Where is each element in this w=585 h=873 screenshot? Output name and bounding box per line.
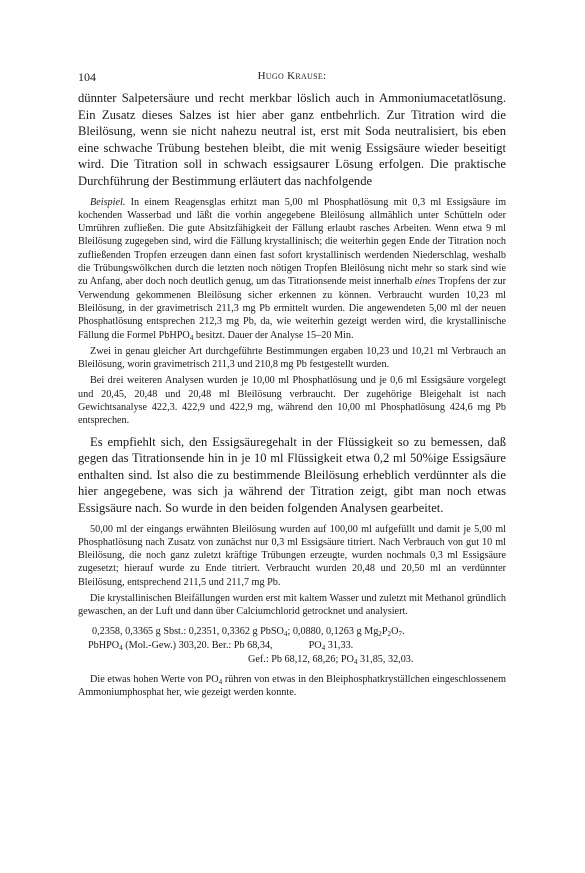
paragraph-beispiel	[78, 196, 506, 342]
analysis-line-substance: 0,2358, 0,3365 g Sbst.: 0,2351, 0,3362 g PbSO$_4$; 0,0880, 0,1263 g $Mg_2P_2O_7$.	[92, 625, 405, 638]
beispiel-label: Beispiel.	[90, 196, 126, 208]
analysis-line-found: Gef.: Pb 68,12, 68,26; $PO_4$ 31,85, 32,03.	[248, 653, 414, 666]
analysis-results	[78, 625, 506, 667]
running-head: Hugo Krause:	[257, 70, 327, 82]
paragraph-zwei-bestimmungen: Zwei in genau gleicher Art durchgeführte Bestimmungen ergaben 10,23 und 10,21 ml Verbrauch an Bleilösung, worin gravimetrisch 211,3 und 210,8 mg Pb festgestellt wurden.	[78, 345, 506, 371]
paragraph-intro: dünnter Salpetersäure und recht merkbar löslich auch in Ammoniumacetatlösung. Ein Zusatz dieses Salzes ist hier aber ganz entbehrlich. Zur Titration wird die Bleilösung, wenn sie nicht nahezu neutral ist, erst mit Soda neutralisiert, bis eben eine schwache Trübung bestehen bleibt, die mit wenig Essigsäure wieder beseitigt wird. Die Titration soll in schwach essigsaurer Lösung erfolgen. Die praktische Durchführung der Bestimmung erläutert das nachfolgende	[78, 91, 506, 188]
page	[78, 70, 506, 699]
paragraph-verduennte-bleiloesung: 50,00 ml der eingangs erwähnten Bleilösung wurden auf 100,00 ml aufgefüllt und damit je 5,00 ml Phosphatlösung nach Zusatz von zunächst nur 0,3 ml Essigsäure titriert. Nach Verbrauch von gut 10 ml Bleilösung, die noch ganz zuletzt kräftige Trübungen erzeugte, wurden nochmals 0,3 ml Essigsäure zugesetzt; hierauf wurde zu Ende titriert. Verbraucht wurden 20,48 und 20,50 ml an verdünnter Bleilösung, entsprechend 211,5 und 211,7 mg Pb.	[78, 523, 506, 588]
beispiel-text-c: besitzt. Dauer der Analyse 15–20 Min.	[193, 329, 354, 341]
beispiel-text-b: Tropfens der zur Verwendung gekommenen Bleilösung sicher erkennen zu können. Verbraucht wurden 10,23 ml Bleilösung, in der gravimetrisch 211,3 mg Pb ermittelt wurden. Die angewendeten 5,00 ml der neuen Phosphatlösung entsprechen 212,3 mg Pb, da, wie weiterhin gezeigt werden wird, die krystallinische Fällung die Formel PbHPO	[78, 276, 506, 341]
beispiel-text-a: In einem Reagensglas erhitzt man 5,00 ml Phosphatlösung mit 0,3 ml Essigsäure im kochenden Wasserbad und läßt die vorhin angegebene Bleilösung allmählich unter Schütteln oder Umrühren zufließen. Die gute Absitzfähigkeit der Fällung erlaubt rasches Arbeiten. Wenn etwa 9 ml Bleilösung zugegeben sind, wird die Fällung krystallinisch; die weiterhin gegen Ende der Titration noch zufließenden Tropfen erzeugen dann einen fast sofort krystallinisch werdenden Niederschlag, weshalb die Trübungswölkchen durch die letzten noch nötigen Tropfen Bleilösung nicht mehr so stark sind wie zu Anfang, aber doch noch deutlich genug, um das Titrationsende meist innerhalb	[78, 196, 506, 288]
beispiel-eines: eines	[414, 276, 436, 288]
beispiel-sub: 4	[189, 333, 194, 342]
analysis-line-calculated: PbHPO$_4$ (Mol.-Gew.) 303,20. Ber.: Pb 68,34, $PO_4$ 31,33.	[88, 639, 354, 652]
paragraph-drei-analysen: Bei drei weiteren Analysen wurden je 10,00 ml Phosphatlösung und je 0,6 ml Essigsäure vorgelegt und 20,45, 20,48 und 20,48 ml Bleilösung verbraucht. Der zugehörige Bleigehalt ist nach Gewichtsanalyse 422,3. 422,9 und 422,9 mg, während den 10,00 ml Phosphatlösung 424,6 mg Pb entsprechen.	[78, 375, 506, 427]
paragraph-krystallinische-faellungen: Die krystallinischen Bleifällungen wurden erst mit kaltem Wasser und zuletzt mit Methanol gründlich gewaschen, an der Luft und dann über Calciumchlorid getrocknet und analysiert.	[78, 593, 506, 618]
paragraph-final: Die etwas hohen Werte von $PO_4$ rühren von etwas in den Bleiphosphatkryställchen eingeschlossenem Ammoniumphosphat her, wie gezeigt werden konnte.	[78, 673, 506, 698]
paragraph-essigsaeure: Es empfiehlt sich, den Essigsäuregehalt in der Flüssigkeit so zu bemessen, daß gegen das Titrationsende hin in je 10 ml Flüssigkeit etwa 0,2 ml 50%ige Essigsäure enthalten sind. Ist also die zu bestimmende Bleilösung erheblich verdünnter als die hier angegebene, was sich ja während der Titration zeigt, gibt man noch etwas Essigsäure nach. So wurde in den beiden folgenden Analysen gearbeitet.	[78, 434, 506, 515]
page-header	[78, 70, 506, 90]
page-number: 104	[78, 70, 96, 84]
